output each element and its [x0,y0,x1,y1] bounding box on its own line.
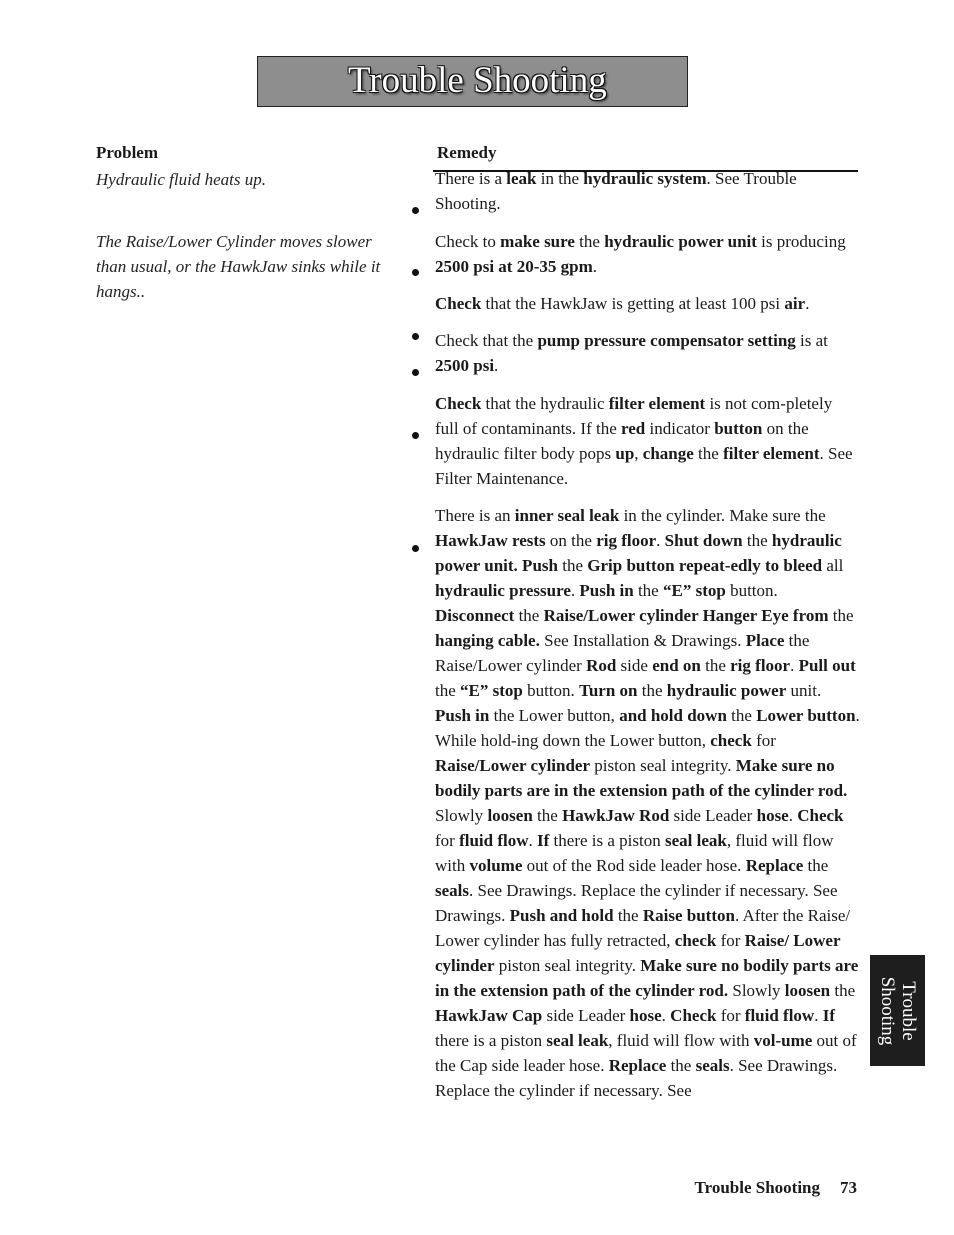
section-tab-line2: Shooting [876,976,898,1045]
page-number: 73 [840,1178,857,1197]
problem-item: Hydraulic fluid heats up. [96,170,266,189]
bullet [412,432,419,439]
bullet [412,333,419,340]
page-title: Trouble Shooting [348,60,607,101]
footer-section-name: Trouble Shooting [694,1178,820,1197]
remedy-column-header: Remedy [437,143,497,162]
remedy-item: There is an inner seal leak in the cylinder. Make sure the HawkJaw rests on the rig floor. Shut down the hydraulic power unit. Push the Grip button repeat-edly to bleed all hydraulic pressure. Push in the “E” stop button. Disconnect the Raise/Lower cylinder Hanger Eye from the hanging cable. See Installation & Drawings. Place the Raise/Lower cylinder Rod side end on the rig floor. Pull out the “E” stop button. Turn on the hydraulic power unit. Push in the Lower button, and hold down the Lower button. While hold-ing down the Lower button, check for Raise/Lower cylinder piston seal integrity. Make sure no bodily parts are in the extension path of the cylinder rod. Slowly loosen the HawkJaw Rod side Leader hose. Check for fluid flow. If there is a piston seal leak, fluid will flow with volume out of the Rod side leader hose. Replace the seals. See Drawings. Replace the cylinder if necessary. See Drawings. Push and hold the Raise button. After the Raise/ Lower cylinder has fully retracted, check for Raise/ Lower cylinder piston seal integrity. Make sure no bodily parts are in the extension path of the cylinder rod. Slowly loosen the HawkJaw Cap side Leader hose. Check for fluid flow. If there is a piston seal leak, fluid will flow with vol-ume out of the Cap side leader hose. Replace the seals. See Drawings. Replace the cylinder if necessary. See [435,506,860,1100]
section-tab-line1: Trouble [897,980,919,1041]
bullet [412,269,419,276]
remedy-item: Check that the HawkJaw is getting at least 100 psi air. [435,294,810,313]
bullet [412,545,419,552]
remedy-item: There is a leak in the hydraulic system. See Trouble Shooting. [435,169,797,213]
problem-item: The Raise/Lower Cylinder moves slower than usual, or the HawkJaw sinks while it hangs.. [96,232,381,301]
title-banner [257,56,688,107]
problem-column-header: Problem [96,143,159,162]
remedy-item: Check to make sure the hydraulic power unit is producing 2500 psi at 20-35 gpm. [435,232,846,276]
remedy-item: Check that the pump pressure compensator setting is at 2500 psi. [435,331,828,375]
page-footer [695,1178,858,1198]
section-tab-label [877,961,919,1061]
remedy-item: Check that the hydraulic filter element is not com-pletely full of contaminants. If the red indicator button on the hydraulic filter body pops up, change the filter element. See Filter Maintenance. [435,394,853,488]
bullet [412,369,419,376]
bullet [412,207,419,214]
section-tab[interactable] [870,955,925,1066]
